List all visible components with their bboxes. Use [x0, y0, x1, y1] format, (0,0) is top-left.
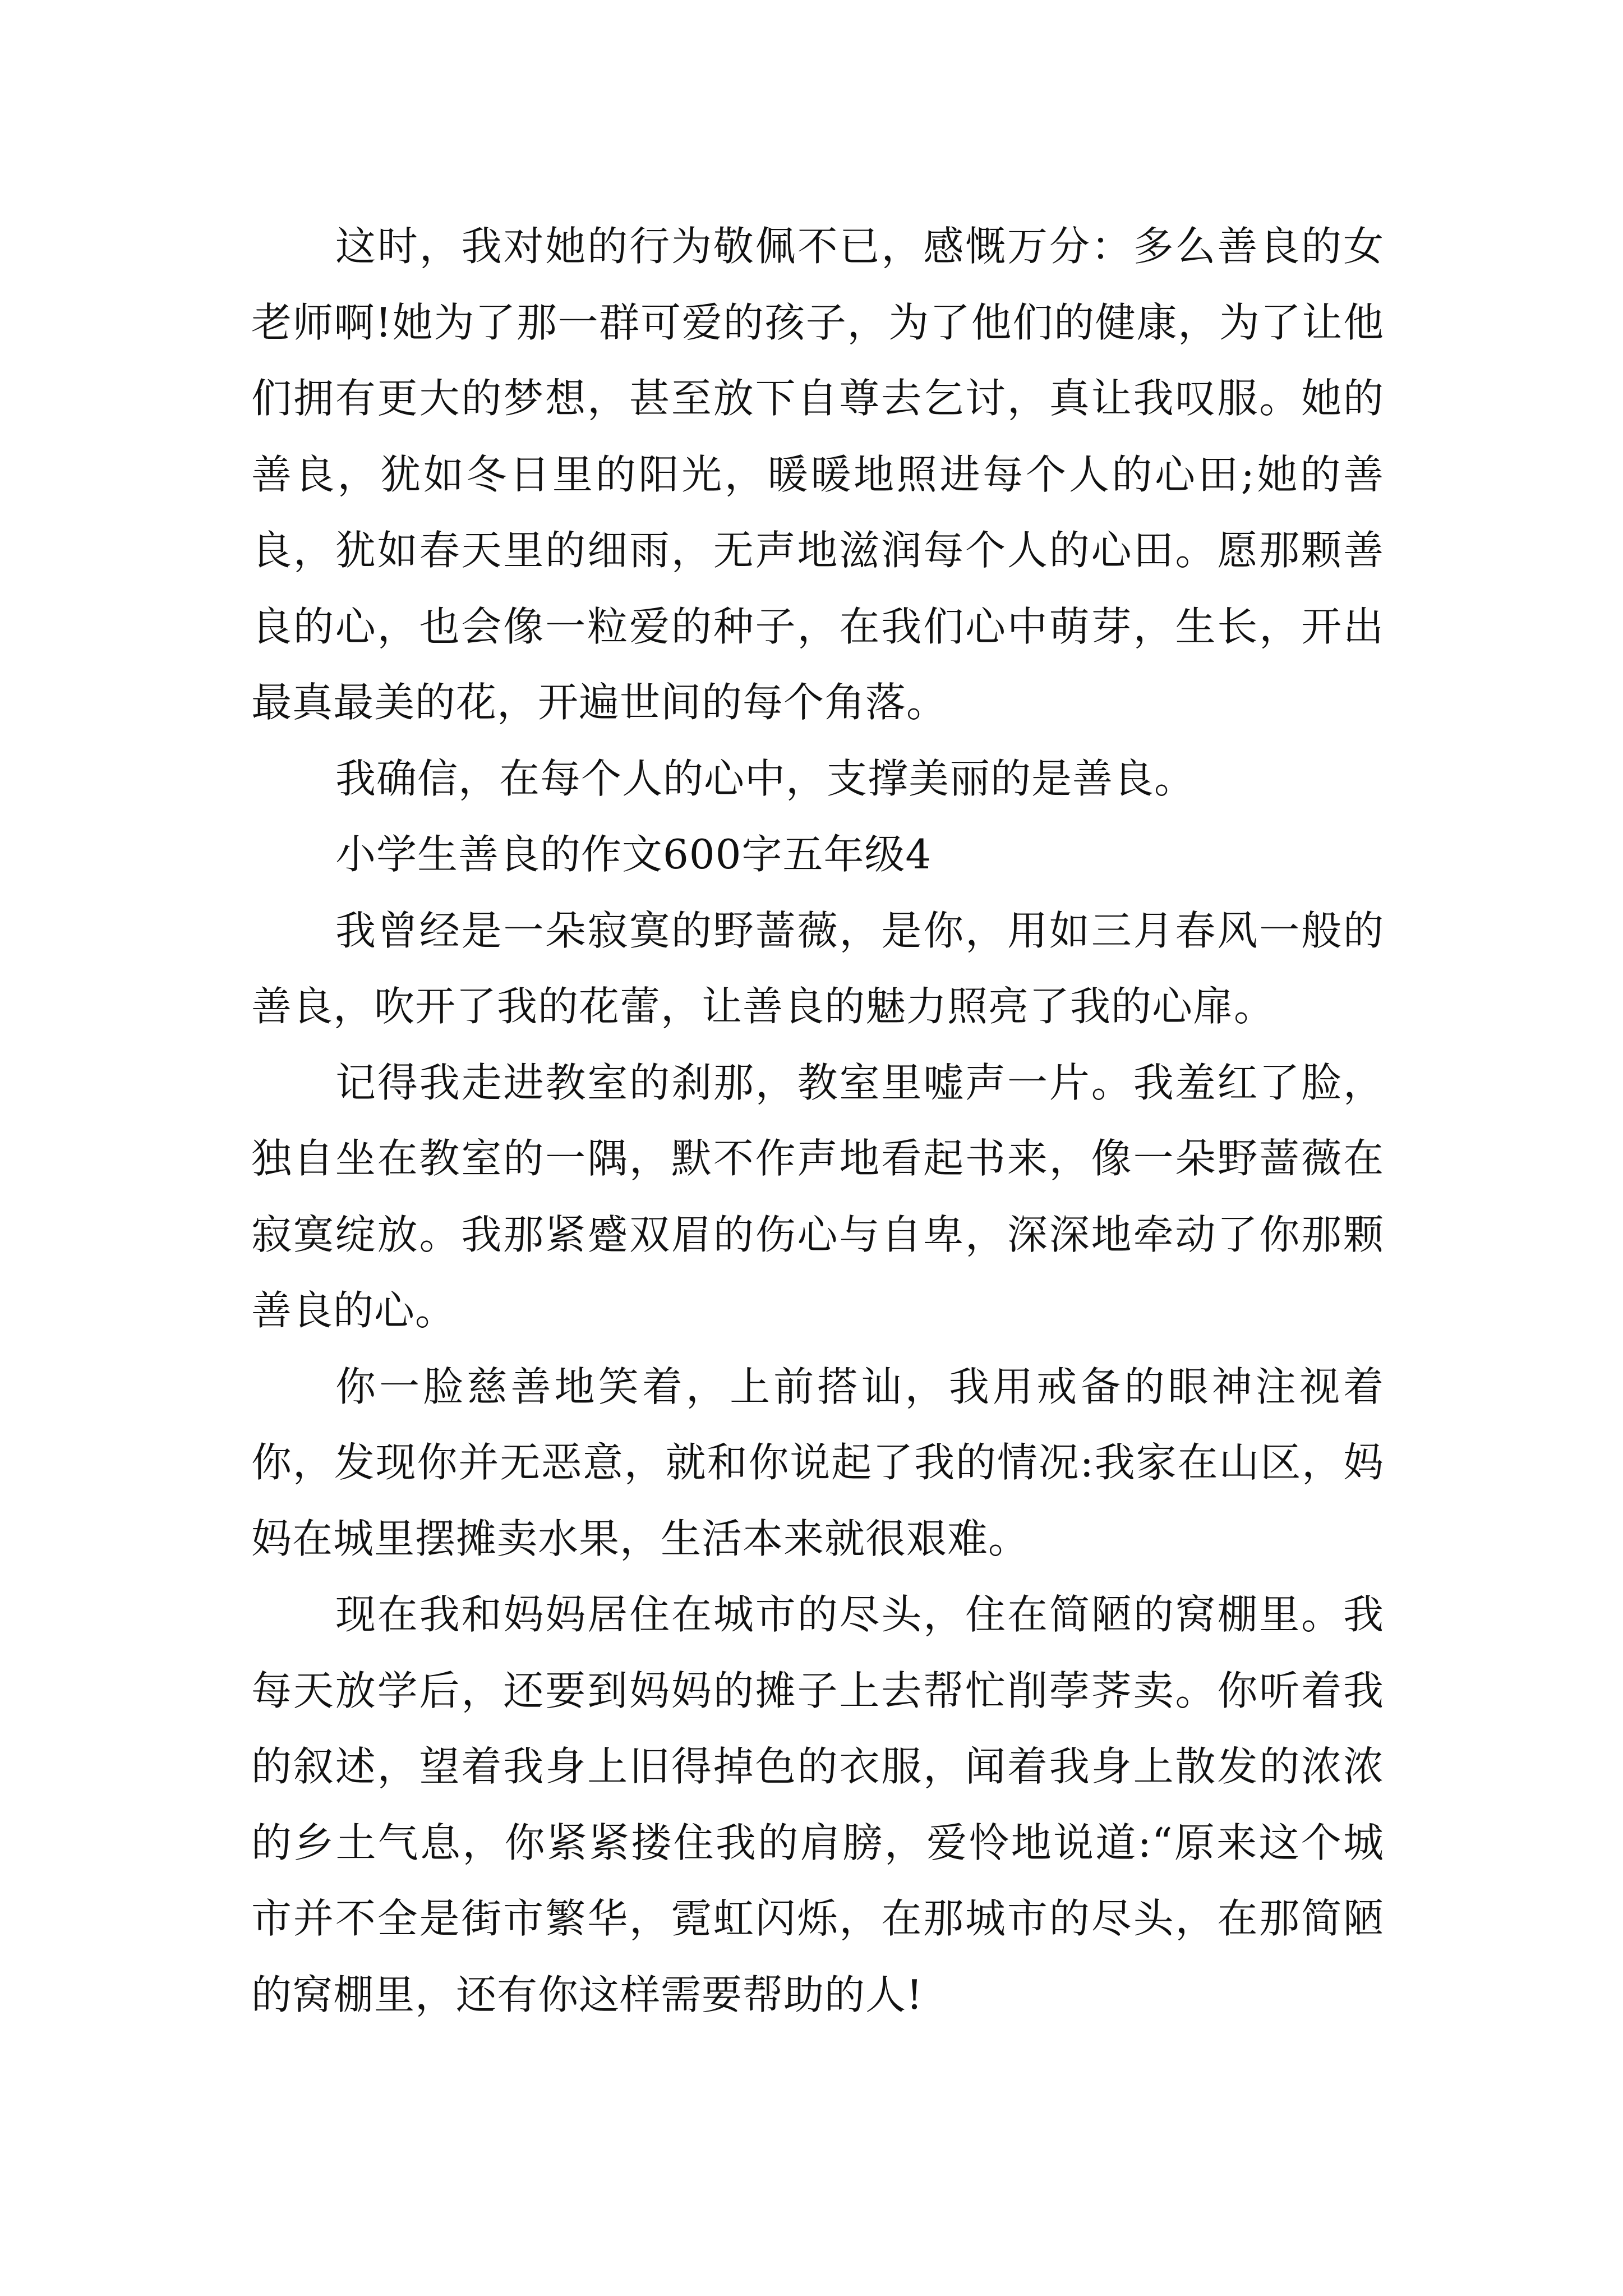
document-body — [251, 209, 1384, 2033]
section-paragraph-2: 记得我走进教室的刹那，教室里嘘声一片。我羞红了脸，独自坐在教室的一隅，默不作声地看起书来，像一朵野蔷薇在寂寞绽放。我那紧蹙双眉的伤心与自卑，深深地牵动了你那颗善良的心。 — [251, 1059, 1384, 1334]
paragraph-1: 这时，我对她的行为敬佩不已，感慨万分：多么善良的女老师啊!她为了那一群可爱的孩子，为了他们的健康，为了让他们拥有更大的梦想，甚至放下自尊去乞讨，真让我叹服。她的善良，犹如冬日里的阳光，暖暖地照进每个人的心田;她的善良，犹如春天里的细雨，无声地滋润每个人的心田。愿那颗善良的心，也会像一粒爱的种子，在我们心中萌芽，生长，开出最真最美的花，开遍世间的每个角落。 — [251, 223, 1384, 726]
section-paragraph-1: 我曾经是一朵寂寞的野蔷薇，是你，用如三月春风一般的善良，吹开了我的花蕾，让善良的魅力照亮了我的心扉。 — [251, 907, 1384, 1030]
section-paragraph-3: 你一脸慈善地笑着，上前搭讪，我用戒备的眼神注视着你，发现你并无恶意，就和你说起了我的情况:我家在山区，妈妈在城里摆摊卖水果，生活本来就很艰难。 — [251, 1363, 1384, 1562]
paragraph-2: 我确信，在每个人的心中，支撑美丽的是善良。 — [335, 754, 1196, 802]
section-paragraph-4: 现在我和妈妈居住在城市的尽头，住在简陋的窝棚里。我每天放学后，还要到妈妈的摊子上去帮忙削荸荠卖。你听着我的叙述，望着我身上旧得掉色的衣服，闻着我身上散发的浓浓的乡土气息，你紧紧搂住我的肩膀，爱怜地说道:“原来这个城市并不全是街市繁华，霓虹闪烁，在那城市的尽头，在那简陋的窝棚里，还有你这样需要帮助的人! — [251, 1591, 1384, 2018]
section-title: 小学生善良的作文600字五年级4 — [335, 831, 932, 878]
